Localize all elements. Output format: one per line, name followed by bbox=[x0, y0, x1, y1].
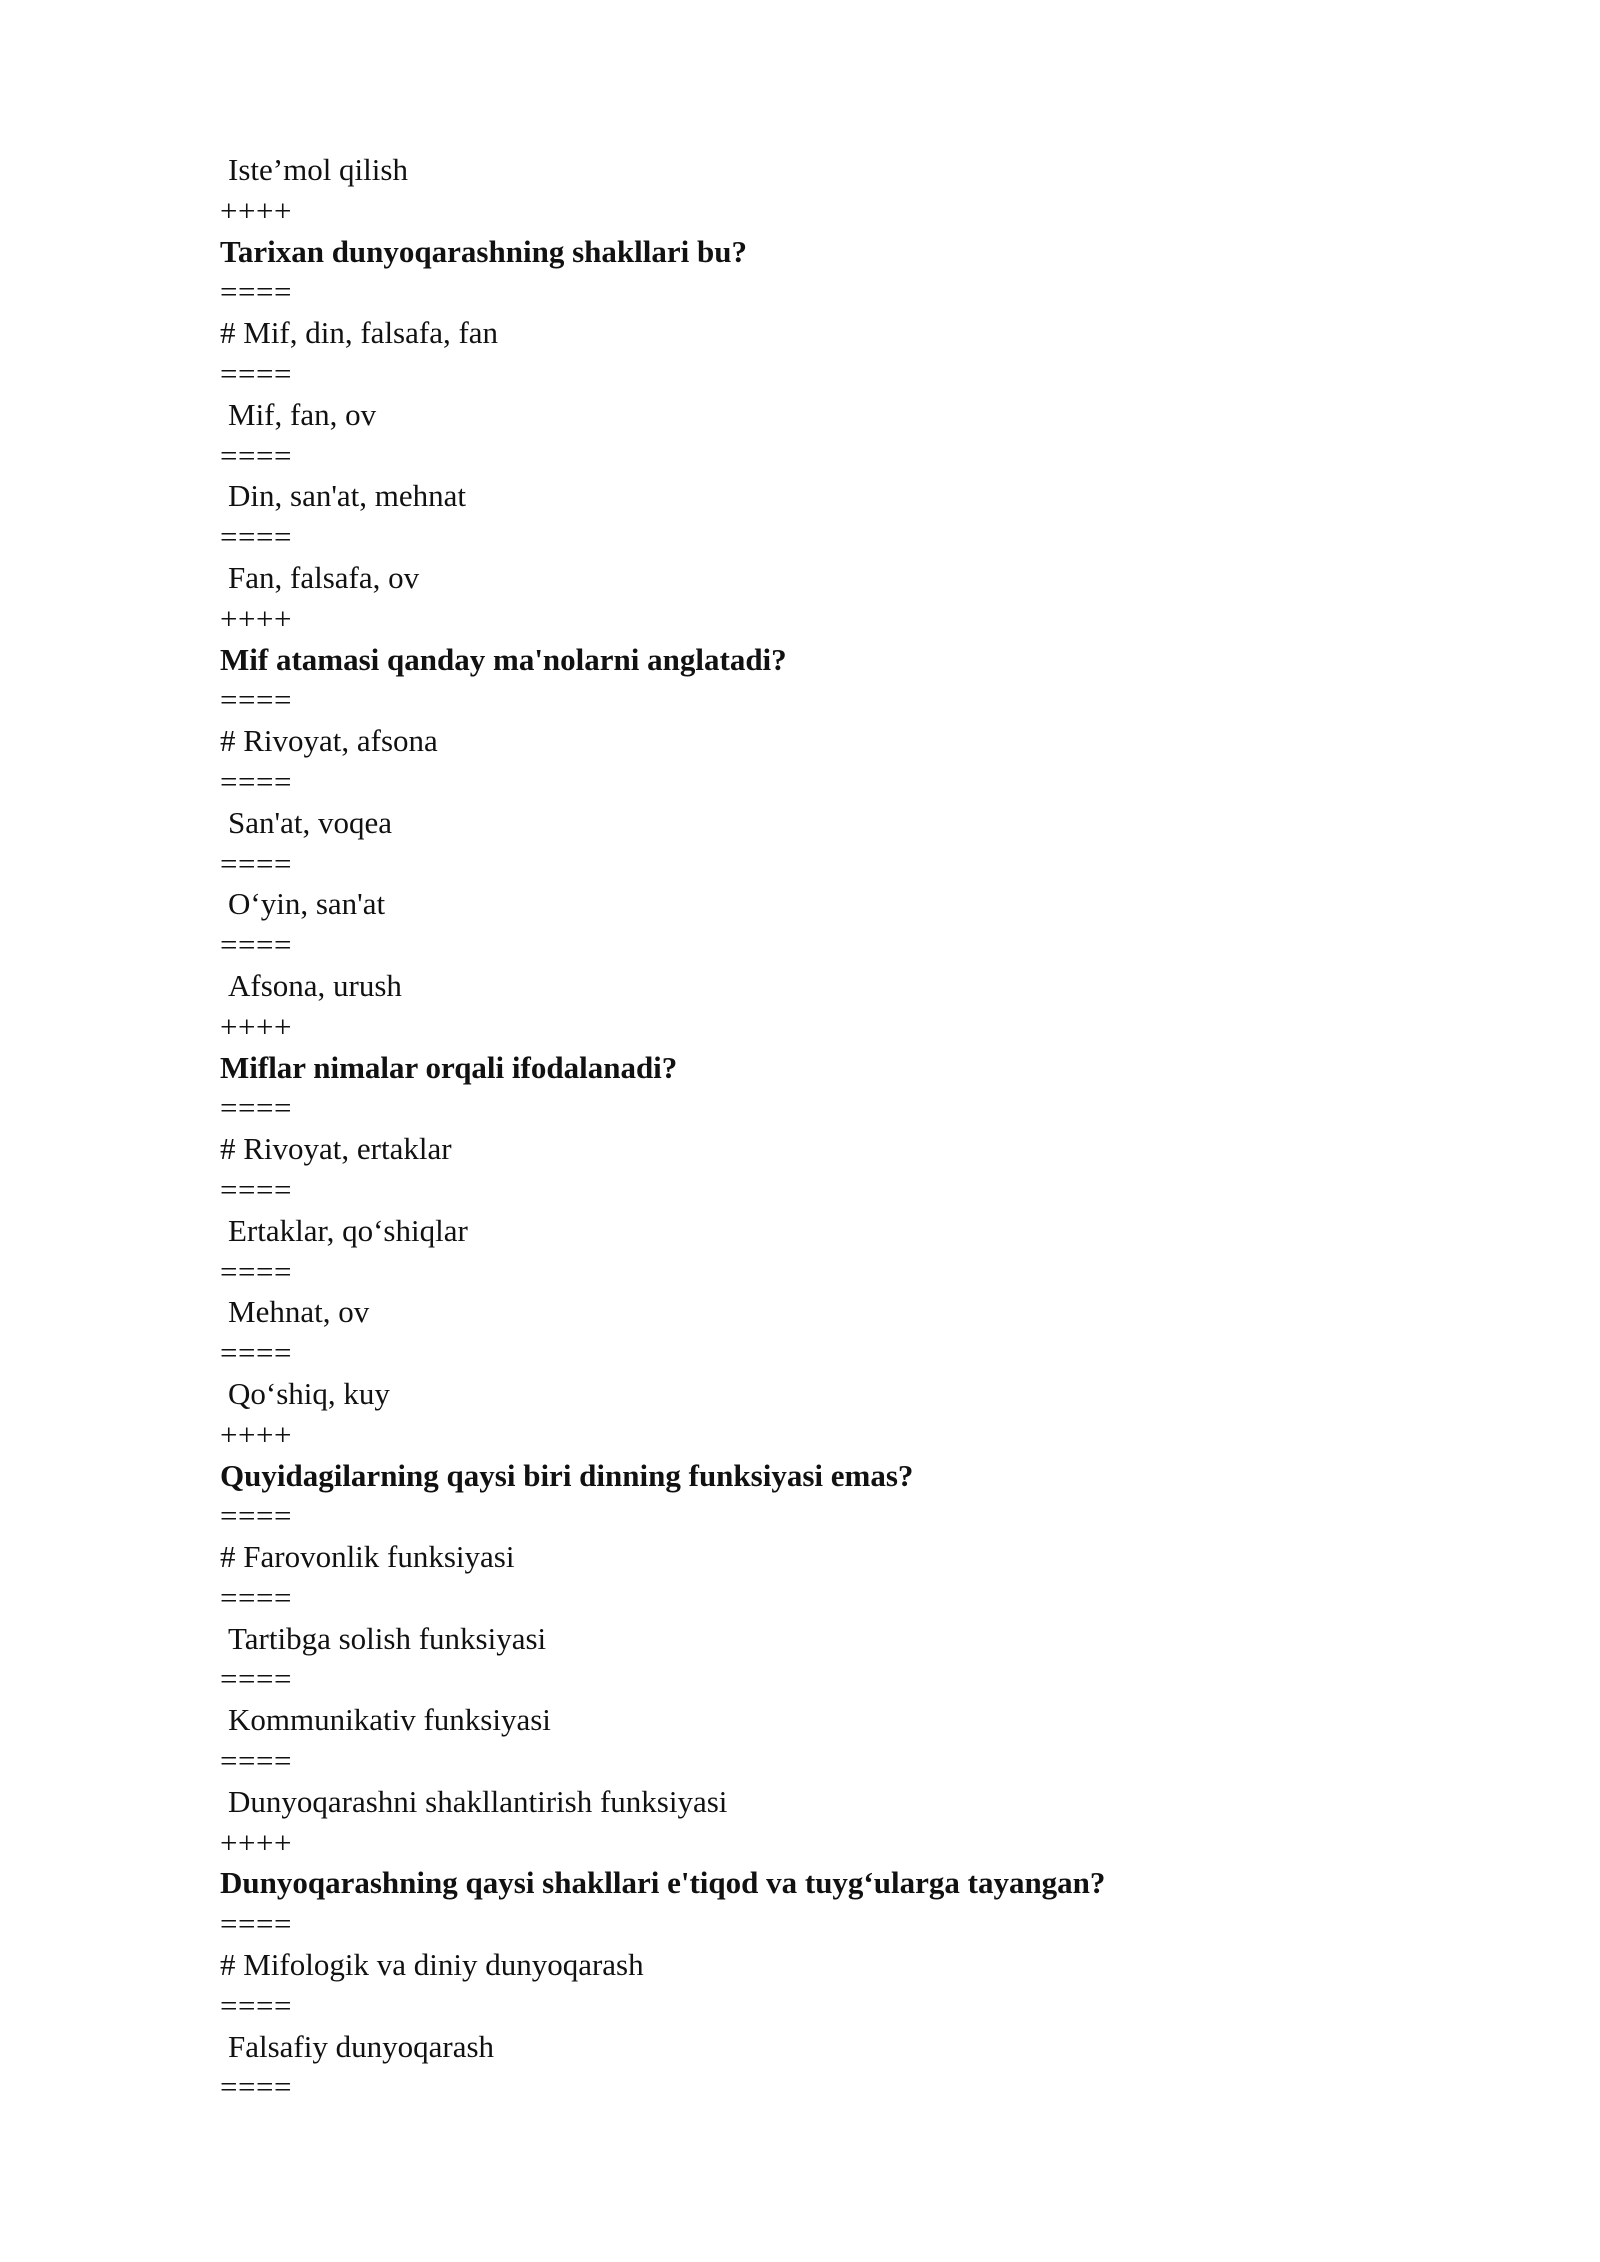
answer-option: Kommunikativ funksiyasi bbox=[228, 1702, 551, 1738]
answer-option: Tartibga solish funksiyasi bbox=[228, 1620, 547, 1656]
option-separator: ==== bbox=[220, 1987, 292, 2023]
option-separator: ==== bbox=[220, 1253, 292, 1289]
correct-answer: # Rivoyat, afsona bbox=[220, 723, 438, 759]
answer-option: Iste’mol qilish bbox=[228, 152, 408, 187]
answer-option: San'at, voqea bbox=[228, 804, 392, 840]
option-separator: ==== bbox=[220, 1661, 292, 1697]
question-separator: ++++ bbox=[220, 192, 292, 228]
option-separator: ==== bbox=[220, 519, 292, 555]
option-separator: ==== bbox=[220, 682, 292, 718]
answer-option: Fan, falsafa, ov bbox=[228, 559, 420, 595]
question-text: Dunyoqarashning qaysi shakllari e'tiqod va tuyg‘ularga tayangan? bbox=[220, 1865, 1106, 1901]
question-separator: ++++ bbox=[220, 1824, 292, 1860]
option-separator: ==== bbox=[220, 355, 292, 391]
answer-option: O‘yin, san'at bbox=[228, 886, 386, 922]
question-text: Tarixan dunyoqarashning shakllari bu? bbox=[220, 233, 747, 269]
option-separator: ==== bbox=[220, 1906, 292, 1942]
option-separator: ==== bbox=[220, 1335, 292, 1371]
option-separator: ==== bbox=[220, 1090, 292, 1126]
answer-option: Afsona, urush bbox=[228, 967, 402, 1003]
document-page bbox=[220, 150, 1420, 2108]
answer-option: Mif, fan, ov bbox=[228, 396, 377, 432]
option-separator: ==== bbox=[220, 845, 292, 881]
question-separator: ++++ bbox=[220, 600, 292, 636]
correct-answer: # Rivoyat, ertaklar bbox=[220, 1131, 452, 1167]
answer-option: Dunyoqarashni shakllantirish funksiyasi bbox=[228, 1783, 728, 1819]
option-separator: ==== bbox=[220, 2069, 292, 2105]
option-separator: ==== bbox=[220, 274, 292, 310]
answer-option: Din, san'at, mehnat bbox=[228, 478, 467, 514]
correct-answer: # Mif, din, falsafa, fan bbox=[220, 315, 499, 351]
option-separator: ==== bbox=[220, 1498, 292, 1534]
question-separator: ++++ bbox=[220, 1416, 292, 1452]
option-separator: ==== bbox=[220, 1743, 292, 1779]
question-separator: ++++ bbox=[220, 1008, 292, 1044]
question-text: Mif atamasi qanday ma'nolarni anglatadi? bbox=[220, 641, 787, 677]
correct-answer: # Farovonlik funksiyasi bbox=[220, 1539, 515, 1575]
answer-option: Qo‘shiq, kuy bbox=[228, 1375, 390, 1411]
question-text: Miflar nimalar orqali ifodalanadi? bbox=[220, 1049, 678, 1085]
option-separator: ==== bbox=[220, 927, 292, 963]
option-separator: ==== bbox=[220, 437, 292, 473]
answer-option: Falsafiy dunyoqarash bbox=[228, 2028, 495, 2064]
answer-option: Ertaklar, qo‘shiqlar bbox=[228, 1212, 468, 1248]
answer-option: Mehnat, ov bbox=[228, 1294, 370, 1330]
correct-answer: # Mifologik va diniy dunyoqarash bbox=[220, 1947, 644, 1983]
option-separator: ==== bbox=[220, 1579, 292, 1615]
option-separator: ==== bbox=[220, 763, 292, 799]
option-separator: ==== bbox=[220, 1171, 292, 1207]
question-text: Quyidagilarning qaysi biri dinning funksiyasi emas? bbox=[220, 1457, 914, 1493]
